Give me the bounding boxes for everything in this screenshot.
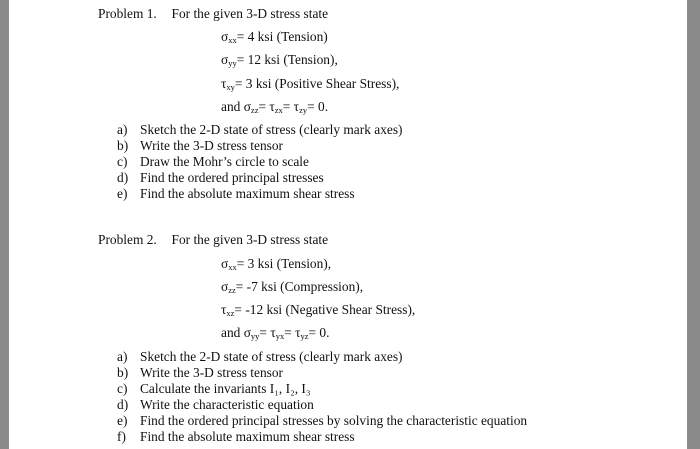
problem1-sigma-xx: $\sigma_{xx}= 4$ ksi (Tension) xyxy=(221,29,328,45)
left-page-edge xyxy=(0,0,9,449)
problem2-item-d: d) Write the characteristic equation xyxy=(117,397,314,412)
problem1-tau-xy: $\tau_{xy}= 3$ ksi (Positive Shear Stress), xyxy=(221,76,400,92)
problem2-zero-stresses: and $\sigma_{yy}= \tau_{yx}= \tau_{yz}= 0$. xyxy=(221,325,330,341)
problem2-item-e: e) Find the ordered principal stresses by solving the characteristic equation xyxy=(117,413,528,428)
problem2-item-f: f) Find the absolute maximum shear stress xyxy=(117,429,355,444)
problem1-item-a: a) Sketch the 2-D state of stress (clearly mark axes) xyxy=(117,122,403,137)
problem2-item-b: b) Write the 3-D stress tensor xyxy=(117,365,284,380)
problem1-title: Problem 1. xyxy=(98,6,157,21)
problem1-heading xyxy=(98,6,328,22)
problem2-sigma-zz: $\sigma_{zz}= -7$ ksi (Compression), xyxy=(221,279,364,295)
problem2-heading xyxy=(98,232,328,248)
problem2-intro: For the given 3-D stress state xyxy=(171,232,329,247)
problem2-tau-xz: $\tau_{xz}= -12$ ksi (Negative Shear Stress), xyxy=(221,302,416,318)
right-page-edge xyxy=(687,0,700,449)
problem2-sigma-xx: $\sigma_{xx}= 3$ ksi (Tension), xyxy=(221,256,332,272)
problem1-item-b: b) Write the 3-D stress tensor xyxy=(117,138,284,153)
problem2-item-a: a) Sketch the 2-D state of stress (clearly mark axes) xyxy=(117,349,403,364)
problem2-item-c: c) Calculate the invariants I₁, I₂, I₃ xyxy=(117,381,311,396)
problem1-zero-stresses: and $\sigma_{zz}= \tau_{zx}= \tau_{zy}= 0$. xyxy=(221,99,329,115)
problem1-item-d: d) Find the ordered principal stresses xyxy=(117,170,324,185)
problem1-item-c: c) Draw the Mohr’s circle to scale xyxy=(117,154,309,169)
problem2-title: Problem 2. xyxy=(98,232,157,247)
problem1-sigma-yy: $\sigma_{yy}= 12$ ksi (Tension), xyxy=(221,52,338,68)
problem1-item-e: e) Find the absolute maximum shear stress xyxy=(117,186,355,201)
problem1-intro: For the given 3-D stress state xyxy=(171,6,329,21)
